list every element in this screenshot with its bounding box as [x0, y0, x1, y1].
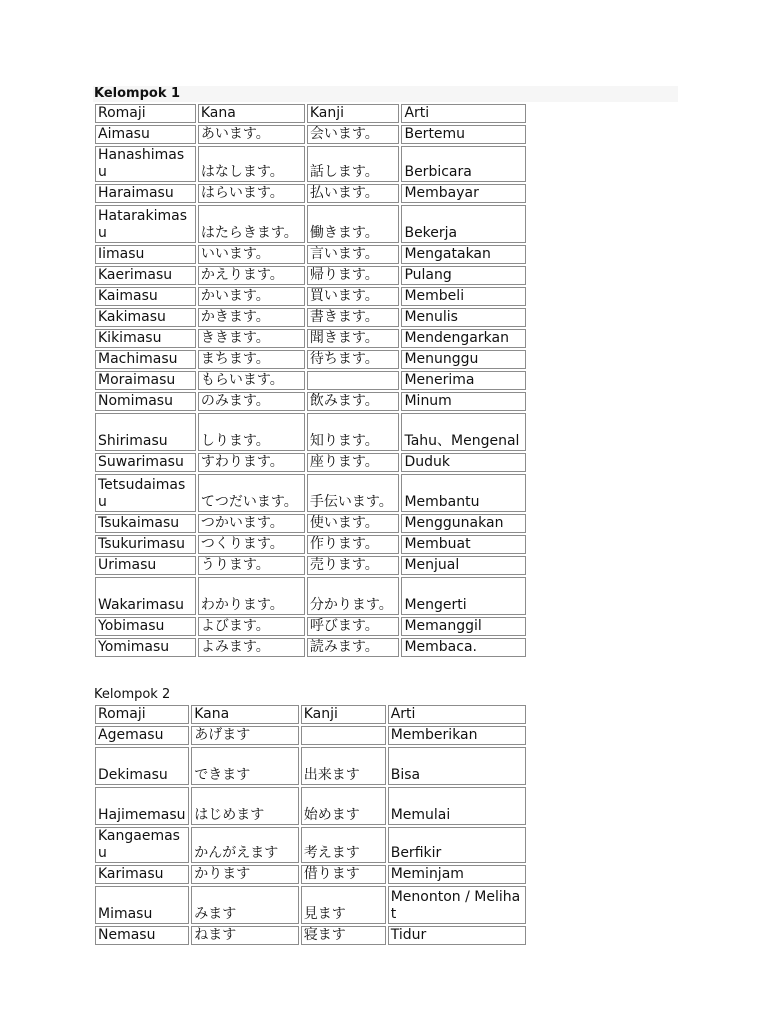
- kanji-cell: 分かります。: [307, 577, 400, 615]
- arti-cell: Membeli: [401, 287, 526, 306]
- romaji-cell: Nemasu: [95, 926, 189, 945]
- romaji-cell: Hajimemasu: [95, 787, 189, 825]
- kana-cell: つくります。: [198, 535, 305, 554]
- kanji-cell: 飲みます。: [307, 392, 400, 411]
- table-row: [95, 926, 526, 945]
- kana-cell: まちます。: [198, 350, 305, 369]
- header-kanji: Kanji: [301, 705, 386, 724]
- table-row: [95, 865, 526, 884]
- kanji-cell: 寝ます: [301, 926, 386, 945]
- romaji-cell: Kakimasu: [95, 308, 196, 327]
- romaji-cell: Yomimasu: [95, 638, 196, 657]
- table-row: [95, 886, 526, 924]
- table-row: [95, 617, 526, 636]
- arti-cell: Memanggil: [401, 617, 526, 636]
- kanji-cell: 始めます: [301, 787, 386, 825]
- romaji-cell: Agemasu: [95, 726, 189, 745]
- table-row: [95, 146, 526, 182]
- arti-cell: Memberikan: [388, 726, 526, 745]
- kana-cell: うります。: [198, 556, 305, 575]
- table-row: [95, 329, 526, 348]
- romaji-cell: Kaerimasu: [95, 266, 196, 285]
- table-row: [95, 787, 526, 825]
- arti-cell: Menerima: [401, 371, 526, 390]
- table-row: [95, 747, 526, 785]
- table-row: [95, 453, 526, 472]
- table-row: [95, 638, 526, 657]
- table-row: [95, 577, 526, 615]
- table-row: [95, 125, 526, 144]
- arti-cell: Mengatakan: [401, 245, 526, 264]
- table-row: [95, 726, 526, 745]
- header-kanji: Kanji: [307, 104, 400, 123]
- group-1-table: [93, 102, 528, 659]
- group-2-title: Kelompok 2: [94, 687, 171, 702]
- arti-cell: Pulang: [401, 266, 526, 285]
- romaji-cell: Machimasu: [95, 350, 196, 369]
- group-1-header-row: [95, 104, 526, 123]
- kanji-cell: 作ります。: [307, 535, 400, 554]
- kanji-cell: 売ります。: [307, 556, 400, 575]
- romaji-cell: Urimasu: [95, 556, 196, 575]
- kanji-cell: [307, 371, 400, 390]
- romaji-cell: Moraimasu: [95, 371, 196, 390]
- kana-cell: よびます。: [198, 617, 305, 636]
- arti-cell: Menunggu: [401, 350, 526, 369]
- arti-cell: Berfikir: [388, 827, 526, 863]
- kana-cell: かんがえます: [191, 827, 299, 863]
- arti-cell: Membuat: [401, 535, 526, 554]
- kana-cell: てつだいます。: [198, 474, 305, 512]
- header-romaji: Romaji: [95, 104, 196, 123]
- kanji-cell: 書きます。: [307, 308, 400, 327]
- arti-cell: Mendengarkan: [401, 329, 526, 348]
- table-row: [95, 392, 526, 411]
- header-kana: Kana: [198, 104, 305, 123]
- kanji-cell: 言います。: [307, 245, 400, 264]
- romaji-cell: Tsukurimasu: [95, 535, 196, 554]
- arti-cell: Meminjam: [388, 865, 526, 884]
- kana-cell: ききます。: [198, 329, 305, 348]
- header-romaji: Romaji: [95, 705, 189, 724]
- romaji-cell: Tsukaimasu: [95, 514, 196, 533]
- kanji-cell: 見ます: [301, 886, 386, 924]
- arti-cell: Minum: [401, 392, 526, 411]
- romaji-cell: Mimasu: [95, 886, 189, 924]
- arti-cell: Memulai: [388, 787, 526, 825]
- kana-cell: はじめます: [191, 787, 299, 825]
- kanji-cell: 待ちます。: [307, 350, 400, 369]
- arti-cell: Bisa: [388, 747, 526, 785]
- kanji-cell: 会います。: [307, 125, 400, 144]
- romaji-cell: Dekimasu: [95, 747, 189, 785]
- romaji-cell: Nomimasu: [95, 392, 196, 411]
- table-row: [95, 350, 526, 369]
- romaji-cell: Karimasu: [95, 865, 189, 884]
- kana-cell: わかります。: [198, 577, 305, 615]
- kanji-cell: 借ります: [301, 865, 386, 884]
- group-2-header-row: [95, 705, 526, 724]
- kanji-cell: [301, 726, 386, 745]
- romaji-cell: Hatarakimasu: [95, 205, 196, 243]
- kanji-cell: 呼びます。: [307, 617, 400, 636]
- arti-cell: Membaca.: [401, 638, 526, 657]
- arti-cell: Menggunakan: [401, 514, 526, 533]
- group-2-table: [93, 703, 528, 947]
- table-row: [95, 413, 526, 451]
- group-1-title: Kelompok 1: [94, 86, 181, 101]
- romaji-cell: Suwarimasu: [95, 453, 196, 472]
- romaji-cell: Aimasu: [95, 125, 196, 144]
- table-row: [95, 308, 526, 327]
- kana-cell: かえります。: [198, 266, 305, 285]
- kanji-cell: 買います。: [307, 287, 400, 306]
- kanji-cell: 知ります。: [307, 413, 400, 451]
- kana-cell: すわります。: [198, 453, 305, 472]
- kanji-cell: 帰ります。: [307, 266, 400, 285]
- arti-cell: Membantu: [401, 474, 526, 512]
- table-row: [95, 266, 526, 285]
- table-row: [95, 184, 526, 203]
- header-arti: Arti: [388, 705, 526, 724]
- kana-cell: かきます。: [198, 308, 305, 327]
- arti-cell: Membayar: [401, 184, 526, 203]
- kana-cell: はらいます。: [198, 184, 305, 203]
- kana-cell: ねます: [191, 926, 299, 945]
- romaji-cell: Kaimasu: [95, 287, 196, 306]
- table-row: [95, 827, 526, 863]
- kana-cell: もらいます。: [198, 371, 305, 390]
- arti-cell: Tidur: [388, 926, 526, 945]
- kana-cell: よみます。: [198, 638, 305, 657]
- table-row: [95, 245, 526, 264]
- kanji-cell: 読みます。: [307, 638, 400, 657]
- header-kana: Kana: [191, 705, 299, 724]
- kana-cell: はなします。: [198, 146, 305, 182]
- arti-cell: Tahu、Mengenal: [401, 413, 526, 451]
- arti-cell: Menonton / Melihat: [388, 886, 526, 924]
- group-2-rows: [95, 726, 526, 945]
- kanji-cell: 出来ます: [301, 747, 386, 785]
- kana-cell: つかいます。: [198, 514, 305, 533]
- arti-cell: Berbicara: [401, 146, 526, 182]
- table-row: [95, 514, 526, 533]
- kanji-cell: 働きます。: [307, 205, 400, 243]
- table-row: [95, 535, 526, 554]
- kana-cell: あげます: [191, 726, 299, 745]
- kanji-cell: 考えます: [301, 827, 386, 863]
- heading-band: [93, 86, 678, 102]
- romaji-cell: Haraimasu: [95, 184, 196, 203]
- table-row: [95, 556, 526, 575]
- romaji-cell: Yobimasu: [95, 617, 196, 636]
- kanji-cell: 使います。: [307, 514, 400, 533]
- kanji-cell: 払います。: [307, 184, 400, 203]
- arti-cell: Mengerti: [401, 577, 526, 615]
- header-arti: Arti: [401, 104, 526, 123]
- arti-cell: Bertemu: [401, 125, 526, 144]
- table-row: [95, 287, 526, 306]
- kanji-cell: 聞きます。: [307, 329, 400, 348]
- table-row: [95, 474, 526, 512]
- arti-cell: Menjual: [401, 556, 526, 575]
- kana-cell: しります。: [198, 413, 305, 451]
- kana-cell: かります: [191, 865, 299, 884]
- kana-cell: あいます。: [198, 125, 305, 144]
- kana-cell: できます: [191, 747, 299, 785]
- arti-cell: Bekerja: [401, 205, 526, 243]
- romaji-cell: Shirimasu: [95, 413, 196, 451]
- kana-cell: いいます。: [198, 245, 305, 264]
- table-row: [95, 205, 526, 243]
- romaji-cell: Hanashimasu: [95, 146, 196, 182]
- group-1-rows: [95, 125, 526, 657]
- kanji-cell: 座ります。: [307, 453, 400, 472]
- kanji-cell: 話します。: [307, 146, 400, 182]
- kana-cell: はたらきます。: [198, 205, 305, 243]
- arti-cell: Menulis: [401, 308, 526, 327]
- kana-cell: かいます。: [198, 287, 305, 306]
- arti-cell: Duduk: [401, 453, 526, 472]
- kanji-cell: 手伝います。: [307, 474, 400, 512]
- kana-cell: のみます。: [198, 392, 305, 411]
- romaji-cell: Iimasu: [95, 245, 196, 264]
- romaji-cell: Kangaemasu: [95, 827, 189, 863]
- table-row: [95, 371, 526, 390]
- romaji-cell: Tetsudaimasu: [95, 474, 196, 512]
- romaji-cell: Wakarimasu: [95, 577, 196, 615]
- kana-cell: みます: [191, 886, 299, 924]
- romaji-cell: Kikimasu: [95, 329, 196, 348]
